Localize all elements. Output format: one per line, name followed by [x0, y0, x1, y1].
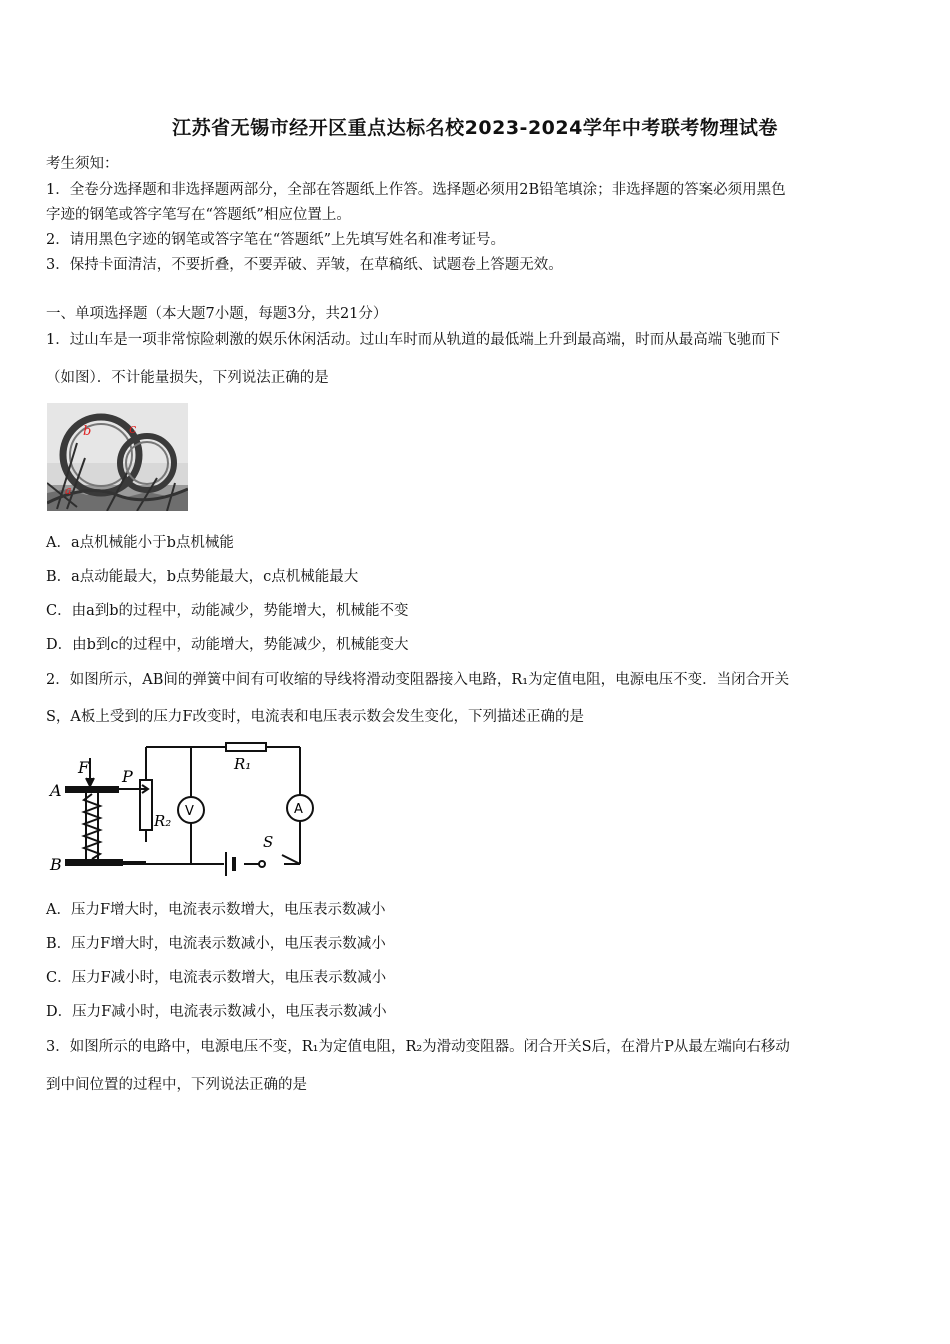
q1-option-d: D．由b到c的过程中，动能增大，势能减少，机械能变大	[46, 637, 409, 653]
section-heading: 一、单项选择题（本大题7小题，每题3分，共21分）	[46, 306, 388, 322]
circuit-diagram	[48, 742, 323, 877]
label-R1: R₁	[234, 755, 252, 773]
q2-option-a: A．压力F增大时，电流表示数增大，电压表示数减小	[46, 902, 386, 918]
q1-option-a: A．a点机械能小于b点机械能	[46, 535, 234, 551]
roller-coaster-image	[47, 403, 188, 511]
q3-stem-line2: 到中间位置的过程中，下列说法正确的是	[46, 1077, 307, 1093]
label-F: F	[78, 758, 90, 777]
label-P: P	[122, 767, 133, 786]
notice-item: 字迹的钢笔或答字笔写在“答题纸”相应位置上。	[46, 207, 351, 223]
voltmeter-label: V	[185, 804, 194, 819]
label-B-plate: B	[50, 855, 62, 874]
label-R2: R₂	[154, 812, 172, 830]
q2-option-b: B．压力F增大时，电流表示数减小，电压表示数减小	[46, 936, 386, 952]
q1-option-b: B．a点动能最大，b点势能最大，c点机械能最大	[46, 569, 359, 585]
label-b: b	[83, 424, 92, 439]
q2-stem-line1: 2．如图所示，AB间的弹簧中间有可收缩的导线将滑动变阻器接入电路，R₁为定值电阻，电源电压不变．当闭合开关	[46, 672, 790, 688]
label-A-plate: A	[50, 781, 62, 800]
q1-option-c: C．由a到b的过程中，动能减少，势能增大，机械能不变	[46, 603, 409, 619]
notice-item: 3．保持卡面清洁，不要折叠，不要弄破、弄皱，在草稿纸、试题卷上答题无效。	[46, 257, 563, 273]
q1-stem-line1: 1．过山车是一项非常惊险刺激的娱乐休闲活动。过山车时而从轨道的最低端上升到最高端，时而从最高端飞驰而下	[46, 332, 781, 348]
q2-option-c: C．压力F减小时，电流表示数增大，电压表示数减小	[46, 970, 387, 986]
q3-stem-line1: 3．如图所示的电路中，电源电压不变，R₁为定值电阻，R₂为滑动变阻器。闭合开关S后，在滑片P从最左端向右移动	[46, 1039, 790, 1055]
q2-stem-line2: S，A板上受到的压力F改变时，电流表和电压表示数会发生变化，下列描述正确的是	[46, 709, 584, 725]
label-c: c	[129, 422, 137, 437]
label-a: a	[65, 484, 72, 497]
label-S: S	[263, 833, 274, 851]
notice-heading: 考生须知：	[46, 156, 119, 172]
page-title: 江苏省无锡市经开区重点达标名校2023-2024学年中考联考物理试卷	[172, 117, 778, 139]
ammeter-label: A	[294, 802, 303, 817]
q1-stem-line2: （如图）．不计能量损失，下列说法正确的是	[46, 370, 329, 386]
notice-item: 1．全卷分选择题和非选择题两部分，全部在答题纸上作答。选择题必须用2B铅笔填涂；非选择题的答案必须用黑色	[46, 182, 786, 198]
notice-item: 2．请用黑色字迹的钢笔或答字笔在“答题纸”上先填写姓名和准考证号。	[46, 232, 506, 248]
q2-option-d: D．压力F减小时，电流表示数减小，电压表示数减小	[46, 1004, 387, 1020]
